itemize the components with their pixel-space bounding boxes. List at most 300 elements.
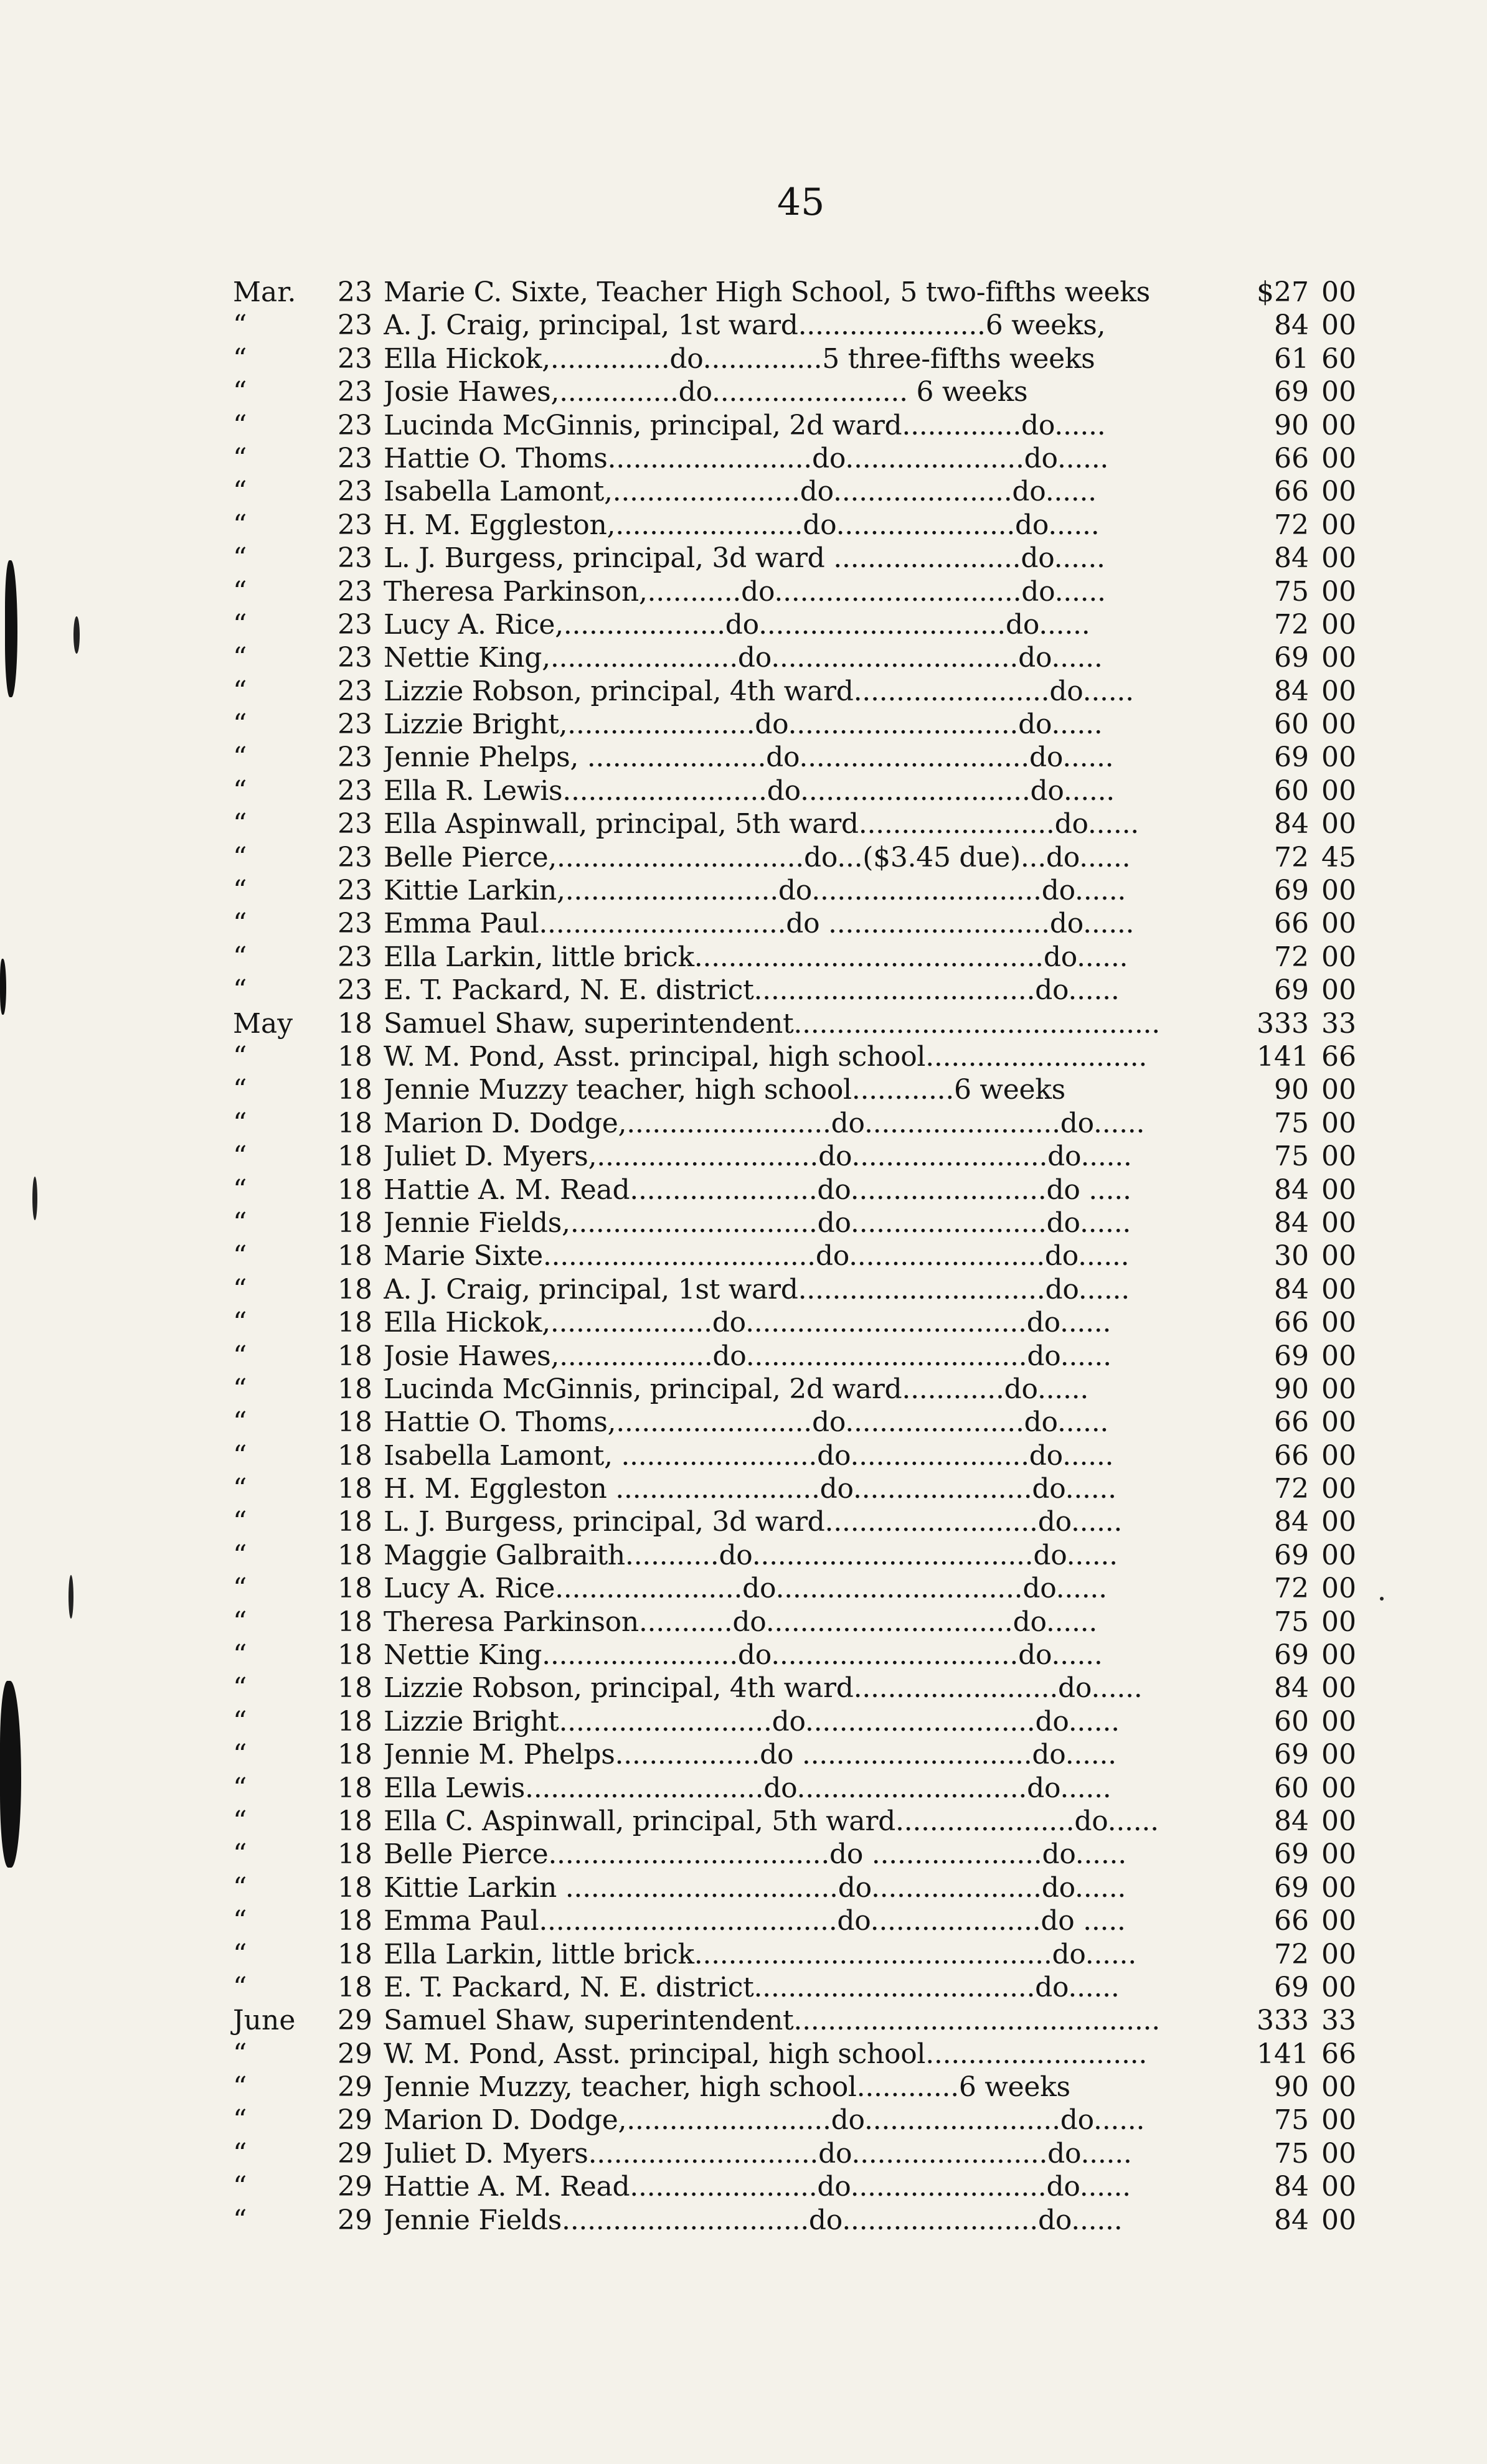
row-amount-cents: 00 [1321,1938,1356,1970]
ledger-row [224,276,1357,309]
row-month: “ [233,774,247,807]
row-amount-dollars: 84 [1274,1506,1309,1538]
ledger-row [224,1406,1357,1439]
row-amount-cents: 00 [1321,941,1356,973]
row-description: Hattie O. Thoms........................do.....................do...... [384,442,1109,474]
row-month: “ [233,741,247,774]
row-day: 23 [338,409,372,441]
row-amount-cents: 00 [1321,1439,1356,1472]
payment-ledger [224,276,1357,2237]
row-description: Ella Hickok,...................do.................................do...... [384,1307,1112,1339]
row-amount-dollars: 66 [1274,476,1309,508]
row-description: Marie C. Sixte, Teacher High School, 5 two-fifths weeks [384,276,1150,308]
row-amount-dollars: 90 [1274,1373,1309,1405]
row-amount-dollars: 90 [1274,2071,1309,2104]
row-month: “ [233,908,247,940]
row-month: “ [233,1606,247,1638]
row-description: Maggie Galbraith...........do.................................do...... [384,1539,1118,1571]
row-amount-dollars: 66 [1274,1406,1309,1439]
row-month: “ [233,808,247,840]
ledger-row [224,342,1357,375]
row-day: 23 [338,509,372,541]
row-month: “ [233,1107,247,1139]
ledger-row [224,1472,1357,1505]
scan-smudge [0,1681,21,1868]
row-amount-dollars: 84 [1274,309,1309,342]
ledger-row [224,442,1357,475]
row-description: L. J. Burgess, principal, 3d ward ......................do...... [384,542,1105,575]
row-day: 23 [338,908,372,940]
row-description: Ella Larkin, little brick..........................................do...... [384,1938,1136,1970]
row-day: 18 [338,1772,372,1804]
row-amount-dollars: 69 [1274,875,1309,907]
row-amount-cents: 00 [1321,974,1356,1007]
row-month: “ [233,1240,247,1272]
row-day: 18 [338,1107,372,1139]
row-day: 23 [338,376,372,408]
row-amount-cents: 00 [1321,276,1356,308]
row-description: Jennie Muzzy teacher, high school............6 weeks [384,1074,1065,1106]
row-amount-cents: 00 [1321,1672,1356,1705]
row-amount-dollars: 66 [1274,1307,1309,1339]
row-month: “ [233,1772,247,1804]
row-description: A. J. Craig, principal, 1st ward......................6 weeks, [384,309,1106,342]
row-amount-cents: 00 [1321,542,1356,575]
row-amount-dollars: 72 [1274,1573,1309,1605]
row-day: 18 [338,1539,372,1571]
row-amount-dollars: 84 [1274,1273,1309,1305]
row-amount-dollars: 69 [1274,1739,1309,1771]
row-amount-cents: 00 [1321,509,1356,541]
row-amount-dollars: 84 [1274,2171,1309,2203]
row-amount-dollars: $27 [1257,276,1309,308]
row-amount-dollars: 75 [1274,1606,1309,1638]
row-month: “ [233,1206,247,1239]
ledger-row [224,974,1357,1007]
row-month: “ [233,476,247,508]
ledger-row [224,841,1357,874]
ledger-row [224,1672,1357,1705]
row-month: “ [233,1573,247,1605]
ledger-row [224,1107,1357,1140]
row-day: 18 [338,1938,372,1970]
ledger-row [224,907,1357,940]
row-month: Mar. [233,276,296,308]
row-day: 23 [338,342,372,375]
row-description: Marion D. Dodge,........................do.......................do...... [384,1107,1145,1139]
row-description: Ella Lewis............................do...........................do...... [384,1772,1112,1804]
row-amount-dollars: 72 [1274,1938,1309,1970]
row-amount-cents: 00 [1321,1539,1356,1571]
ledger-row [224,1173,1357,1206]
row-month: “ [233,442,247,474]
row-description: Lucy A. Rice,...................do.............................do...... [384,608,1090,641]
row-description: Ella Larkin, little brick.........................................do...... [384,941,1128,973]
row-day: 23 [338,708,372,741]
ledger-row [224,309,1357,342]
ledger-row [224,1772,1357,1805]
row-amount-cents: 00 [1321,1074,1356,1106]
ledger-row [224,1306,1357,1339]
row-month: “ [233,2137,247,2170]
row-amount-dollars: 84 [1274,1206,1309,1239]
row-month: “ [233,675,247,707]
ledger-row [224,874,1357,907]
ledger-row [224,2038,1357,2071]
row-month: June [233,2005,296,2037]
ledger-row [224,409,1357,442]
row-amount-cents: 00 [1321,442,1356,474]
ledger-row [224,1838,1357,1871]
row-amount-dollars: 72 [1274,509,1309,541]
row-amount-cents: 00 [1321,1173,1356,1206]
row-day: 29 [338,2204,372,2236]
ledger-row [224,1639,1357,1672]
row-description: L. J. Burgess, principal, 3d ward.........................do...... [384,1506,1123,1538]
row-amount-cents: 33 [1321,2005,1356,2037]
ledger-row [224,2104,1357,2137]
row-month: “ [233,1406,247,1439]
row-amount-dollars: 69 [1274,642,1309,674]
row-amount-dollars: 66 [1274,1905,1309,1937]
row-day: 23 [338,575,372,608]
row-description: Nettie King,......................do.............................do...... [384,642,1103,674]
row-amount-dollars: 66 [1274,442,1309,474]
row-amount-dollars: 69 [1274,1871,1309,1904]
row-month: “ [233,1739,247,1771]
row-description: H. M. Eggleston,......................do.....................do...... [384,509,1100,541]
row-description: Lizzie Robson, principal, 4th ward.......................do...... [384,675,1134,707]
row-amount-dollars: 72 [1274,941,1309,973]
row-amount-cents: 00 [1321,1307,1356,1339]
row-amount-dollars: 84 [1274,1672,1309,1705]
row-amount-dollars: 72 [1274,841,1309,873]
row-month: “ [233,708,247,741]
row-description: Isabella Lamont,......................do.....................do...... [384,476,1097,508]
row-day: 18 [338,1140,372,1173]
row-day: 23 [338,442,372,474]
ledger-row [224,542,1357,575]
row-amount-dollars: 66 [1274,1439,1309,1472]
row-day: 29 [338,2137,372,2170]
row-day: 29 [338,2071,372,2104]
row-day: 18 [338,1373,372,1405]
row-amount-cents: 00 [1321,1206,1356,1239]
row-month: “ [233,409,247,441]
row-day: 18 [338,1739,372,1771]
row-day: 18 [338,1406,372,1439]
row-amount-dollars: 84 [1274,1805,1309,1837]
row-description: Lucy A. Rice......................do.............................do...... [384,1573,1107,1605]
row-amount-cents: 00 [1321,1772,1356,1804]
row-amount-dollars: 75 [1274,1107,1309,1139]
scan-speck [68,1575,73,1619]
row-month: “ [233,941,247,973]
scan-smudge [5,560,17,697]
row-month: “ [233,642,247,674]
ledger-row [224,2071,1357,2104]
row-description: Jennie Fields,.............................do.......................do...... [384,1206,1131,1239]
row-month: “ [233,342,247,375]
ledger-row [224,807,1357,840]
row-amount-cents: 00 [1321,1871,1356,1904]
row-amount-cents: 00 [1321,875,1356,907]
row-description: Jennie Muzzy, teacher, high school............6 weeks [384,2071,1070,2104]
row-day: 18 [338,1905,372,1937]
ledger-row [224,774,1357,807]
row-month: “ [233,1473,247,1505]
ledger-row [224,1206,1357,1239]
row-day: 23 [338,276,372,308]
row-amount-dollars: 69 [1274,1838,1309,1871]
row-amount-cents: 00 [1321,476,1356,508]
row-month: “ [233,1639,247,1672]
row-amount-cents: 00 [1321,409,1356,441]
row-day: 29 [338,2038,372,2070]
row-day: 23 [338,974,372,1007]
row-amount-cents: 00 [1321,1705,1356,1737]
row-month: “ [233,1273,247,1305]
row-amount-cents: 00 [1321,1573,1356,1605]
row-amount-dollars: 69 [1274,1340,1309,1372]
row-day: 18 [338,1307,372,1339]
row-description: Juliet D. Myers...........................do.......................do...... [384,2137,1132,2170]
row-description: Hattie O. Thoms,.......................do.....................do...... [384,1406,1109,1439]
row-month: “ [233,841,247,873]
row-description: W. M. Pond, Asst. principal, high school.......................... [384,1040,1148,1073]
ledger-row [224,941,1357,974]
row-description: Jennie Phelps, .....................do...........................do...... [384,741,1114,774]
row-description: Kittie Larkin ................................do....................do...... [384,1871,1126,1904]
row-month: “ [233,509,247,541]
row-month: “ [233,608,247,641]
row-day: 18 [338,1672,372,1705]
row-description: E. T. Packard, N. E. district.................................do...... [384,1971,1120,2003]
row-month: “ [233,1173,247,1206]
ledger-row [224,509,1357,542]
row-description: Josie Hawes,..................do.................................do...... [384,1340,1112,1372]
row-amount-cents: 00 [1321,1406,1356,1439]
row-month: “ [233,1373,247,1405]
row-amount-cents: 00 [1321,575,1356,608]
row-month: “ [233,1439,247,1472]
row-day: 23 [338,608,372,641]
ledger-row [224,1140,1357,1173]
ledger-row [224,1539,1357,1572]
row-day: 23 [338,774,372,807]
row-description: Samuel Shaw, superintendent........................................... [384,2005,1160,2037]
row-month: “ [233,309,247,342]
ledger-row [224,375,1357,408]
row-description: Belle Pierce,.............................do...($3.45 due)...do...... [384,841,1131,873]
row-amount-cents: 00 [1321,1373,1356,1405]
row-amount-dollars: 141 [1257,2038,1309,2070]
row-day: 18 [338,1805,372,1837]
row-description: Kittie Larkin,.........................do...........................do...... [384,875,1126,907]
ledger-row [224,2137,1357,2170]
row-description: A. J. Craig, principal, 1st ward.............................do...... [384,1273,1130,1305]
row-amount-cents: 45 [1321,841,1356,873]
row-description: Lucinda McGinnis, principal, 2d ward............do...... [384,1373,1089,1405]
ledger-row [224,1505,1357,1538]
row-amount-cents: 66 [1321,2038,1356,2070]
row-month: “ [233,1307,247,1339]
row-day: 23 [338,808,372,840]
row-month: “ [233,1838,247,1871]
ledger-row [224,1373,1357,1406]
row-amount-dollars: 66 [1274,908,1309,940]
row-day: 18 [338,1971,372,2003]
page-number: 45 [777,181,825,224]
ledger-row [224,1871,1357,1904]
row-amount-dollars: 69 [1274,376,1309,408]
row-amount-cents: 00 [1321,1140,1356,1173]
row-day: 23 [338,542,372,575]
row-amount-cents: 00 [1321,376,1356,408]
row-amount-dollars: 60 [1274,774,1309,807]
row-month: “ [233,974,247,1007]
row-description: Juliet D. Myers,..........................do.......................do...... [384,1140,1132,1173]
ledger-row [224,1971,1357,2004]
ledger-row [224,1904,1357,1937]
row-month: “ [233,1971,247,2003]
ledger-row [224,575,1357,608]
row-month: “ [233,1539,247,1571]
row-day: 18 [338,1838,372,1871]
row-day: 23 [338,741,372,774]
row-amount-dollars: 84 [1274,542,1309,575]
row-amount-cents: 00 [1321,309,1356,342]
row-description: Ella Aspinwall, principal, 5th ward.......................do...... [384,808,1139,840]
row-description: Ella Hickok,..............do..............5 three-fifths weeks [384,342,1095,375]
row-amount-dollars: 60 [1274,1772,1309,1804]
row-description: Josie Hawes,..............do....................... 6 weeks [384,376,1028,408]
row-description: H. M. Eggleston ........................do.....................do...... [384,1473,1116,1505]
row-amount-cents: 00 [1321,1971,1356,2003]
row-day: 18 [338,1206,372,1239]
row-description: Emma Paul...................................do....................do ..... [384,1905,1126,1937]
row-amount-cents: 00 [1321,1838,1356,1871]
row-amount-cents: 00 [1321,774,1356,807]
ledger-row [224,741,1357,774]
row-month: “ [233,1506,247,1538]
row-amount-dollars: 69 [1274,741,1309,774]
ledger-row [224,1705,1357,1738]
row-amount-cents: 00 [1321,1739,1356,1771]
row-day: 18 [338,1040,372,1073]
row-day: 23 [338,309,372,342]
row-description: Lizzie Robson, principal, 4th ward........................do...... [384,1672,1143,1705]
ledger-row [224,1273,1357,1306]
row-amount-dollars: 30 [1274,1240,1309,1272]
row-amount-cents: 00 [1321,1107,1356,1139]
row-description: W. M. Pond, Asst. principal, high school.......................... [384,2038,1148,2070]
row-amount-cents: 00 [1321,608,1356,641]
ledger-row [224,1439,1357,1472]
row-amount-dollars: 69 [1274,1639,1309,1672]
row-amount-cents: 00 [1321,808,1356,840]
row-description: Theresa Parkinson...........do.............................do...... [384,1606,1098,1638]
row-day: 18 [338,1240,372,1272]
row-day: 18 [338,1871,372,1904]
row-amount-cents: 00 [1321,2204,1356,2236]
row-month: “ [233,2071,247,2104]
row-description: Lizzie Bright.........................do...........................do...... [384,1705,1120,1737]
ledger-row [224,1073,1357,1106]
row-amount-cents: 00 [1321,675,1356,707]
ledger-row [224,708,1357,741]
row-day: 18 [338,1573,372,1605]
ledger-row [224,2004,1357,2037]
row-description: Belle Pierce.................................do ....................do...... [384,1838,1126,1871]
row-day: 18 [338,1273,372,1305]
row-month: “ [233,1040,247,1073]
row-month: “ [233,1905,247,1937]
row-month: “ [233,1871,247,1904]
row-amount-dollars: 60 [1274,708,1309,741]
row-amount-cents: 00 [1321,1240,1356,1272]
row-month: “ [233,2104,247,2137]
ledger-row [224,2170,1357,2203]
row-amount-cents: 00 [1321,1905,1356,1937]
row-month: “ [233,1672,247,1705]
row-month: “ [233,542,247,575]
row-month: “ [233,376,247,408]
row-month: “ [233,1074,247,1106]
row-day: 29 [338,2104,372,2137]
row-month: “ [233,1340,247,1372]
row-amount-cents: 00 [1321,1340,1356,1372]
row-description: Isabella Lamont, .......................do.....................do...... [384,1439,1114,1472]
row-amount-cents: 00 [1321,1805,1356,1837]
row-description: Ella C. Aspinwall, principal, 5th ward.....................do...... [384,1805,1159,1837]
ledger-row [224,608,1357,641]
ledger-row [224,641,1357,674]
row-day: 18 [338,1007,372,1040]
row-amount-cents: 00 [1321,2104,1356,2137]
ledger-row [224,675,1357,708]
row-day: 18 [338,1074,372,1106]
row-amount-dollars: 84 [1274,1173,1309,1206]
ledger-row [224,1340,1357,1373]
scan-speck [32,1177,37,1220]
scan-speck [73,616,80,654]
row-amount-dollars: 72 [1274,608,1309,641]
row-month: “ [233,1805,247,1837]
row-amount-dollars: 90 [1274,409,1309,441]
row-description: Lucinda McGinnis, principal, 2d ward..............do...... [384,409,1106,441]
row-month: “ [233,2204,247,2236]
row-amount-dollars: 60 [1274,1705,1309,1737]
row-description: Ella R. Lewis........................do...........................do...... [384,774,1115,807]
row-amount-cents: 60 [1321,342,1356,375]
ledger-row [224,1040,1357,1073]
row-amount-dollars: 333 [1257,1007,1309,1040]
row-month: “ [233,575,247,608]
row-day: 18 [338,1705,372,1737]
row-description: Hattie A. M. Read......................do.......................do...... [384,2171,1131,2203]
row-amount-cents: 00 [1321,2137,1356,2170]
row-day: 29 [338,2171,372,2203]
ledger-row [224,1606,1357,1639]
row-amount-dollars: 75 [1274,1140,1309,1173]
row-amount-dollars: 72 [1274,1473,1309,1505]
row-day: 23 [338,642,372,674]
row-description: E. T. Packard, N. E. district.................................do...... [384,974,1120,1007]
row-amount-cents: 33 [1321,1007,1356,1040]
row-amount-dollars: 69 [1274,1971,1309,2003]
row-amount-dollars: 333 [1257,2005,1309,2037]
